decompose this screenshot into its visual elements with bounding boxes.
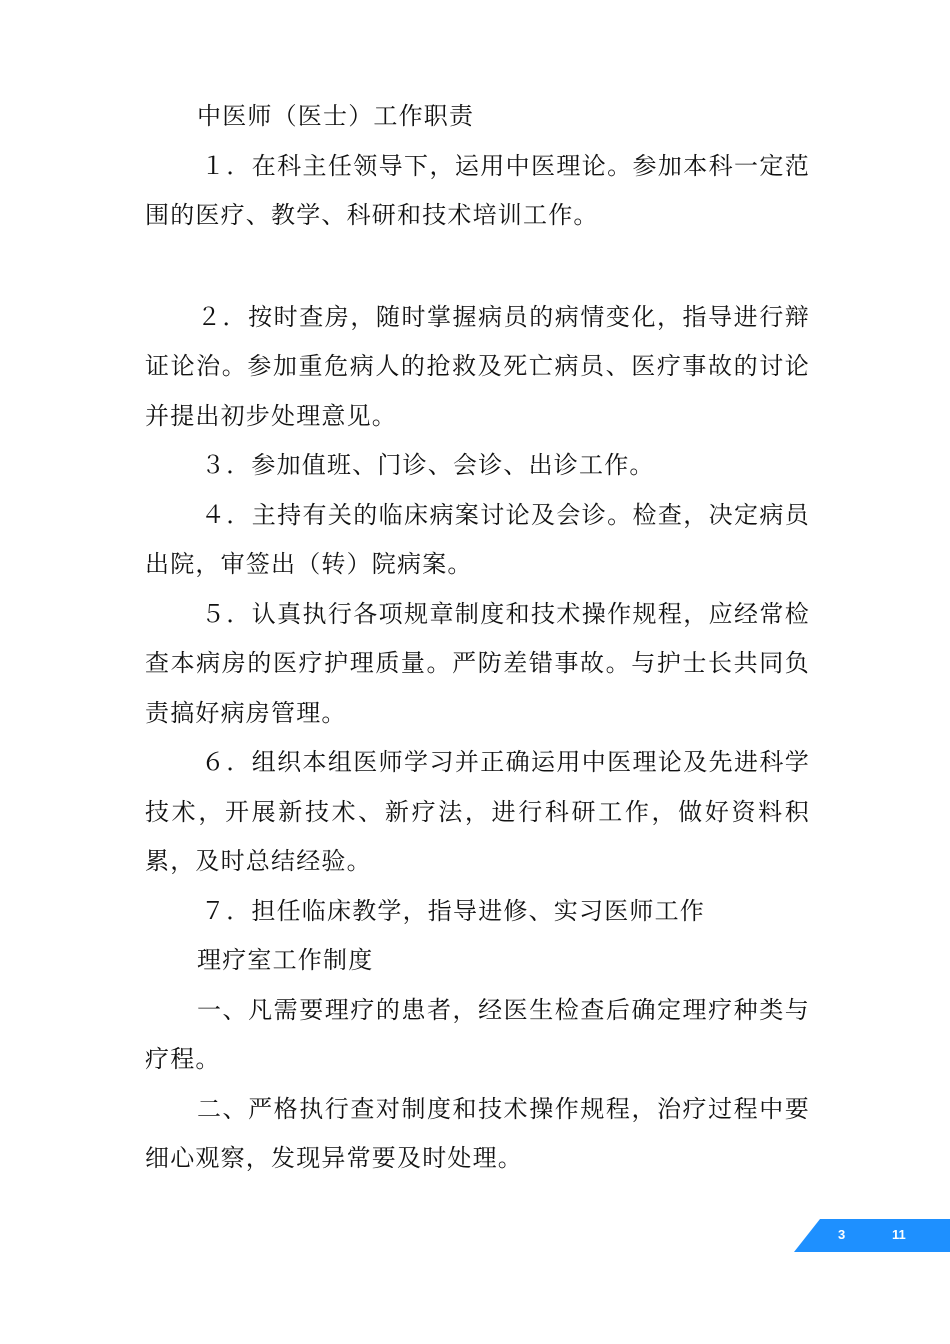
- page-footer: [794, 1219, 950, 1252]
- duty-item-3: ３．参加值班、门诊、会诊、出诊工作。: [201, 451, 655, 479]
- duty-item-1: １．在科主任领导下，运用中医理论。参加本科一定范围的医疗、教学、科研和技术培训工作。: [145, 151, 810, 229]
- total-pages: 11: [892, 1227, 906, 1242]
- rule-item-1: 一、凡需要理疗的患者，经医生检查后确定理疗种类与疗程。: [145, 995, 810, 1073]
- duty-item-2: ２．按时查房，随时掌握病员的病情变化，指导进行辩证论治。参加重危病人的抢救及死亡病员、医疗事故的讨论并提出初步处理意见。: [145, 302, 810, 430]
- duty-item-7: ７．担任临床教学，指导进修、实习医师工作: [201, 896, 705, 925]
- duty-item-4: ４．主持有关的临床病案讨论及会诊。检查，决定病员出院，审签出（转）院病案。: [145, 500, 810, 578]
- section-title-physician-duties: 中医师（医士）工作职责: [197, 102, 475, 130]
- rule-item-2: 二、严格执行查对制度和技术操作规程，治疗过程中要细心观察，发现异常要及时处理。: [145, 1094, 810, 1172]
- duty-item-5: ５．认真执行各项规章制度和技术操作规程，应经常检查本病房的医疗护理质量。严防差错事故。与护士长共同负责搞好病房管理。: [145, 599, 810, 727]
- duty-item-6: ６．组织本组医师学习并正确运用中医理论及先进科学技术，开展新技术、新疗法，进行科研工作，做好资料积累，及时总结经验。: [145, 748, 810, 875]
- page-number: 3: [838, 1227, 846, 1242]
- section-title-physiotherapy-rules: 理疗室工作制度: [197, 946, 374, 974]
- document-body: [145, 92, 810, 1184]
- footer-banner-shape: [794, 1219, 950, 1252]
